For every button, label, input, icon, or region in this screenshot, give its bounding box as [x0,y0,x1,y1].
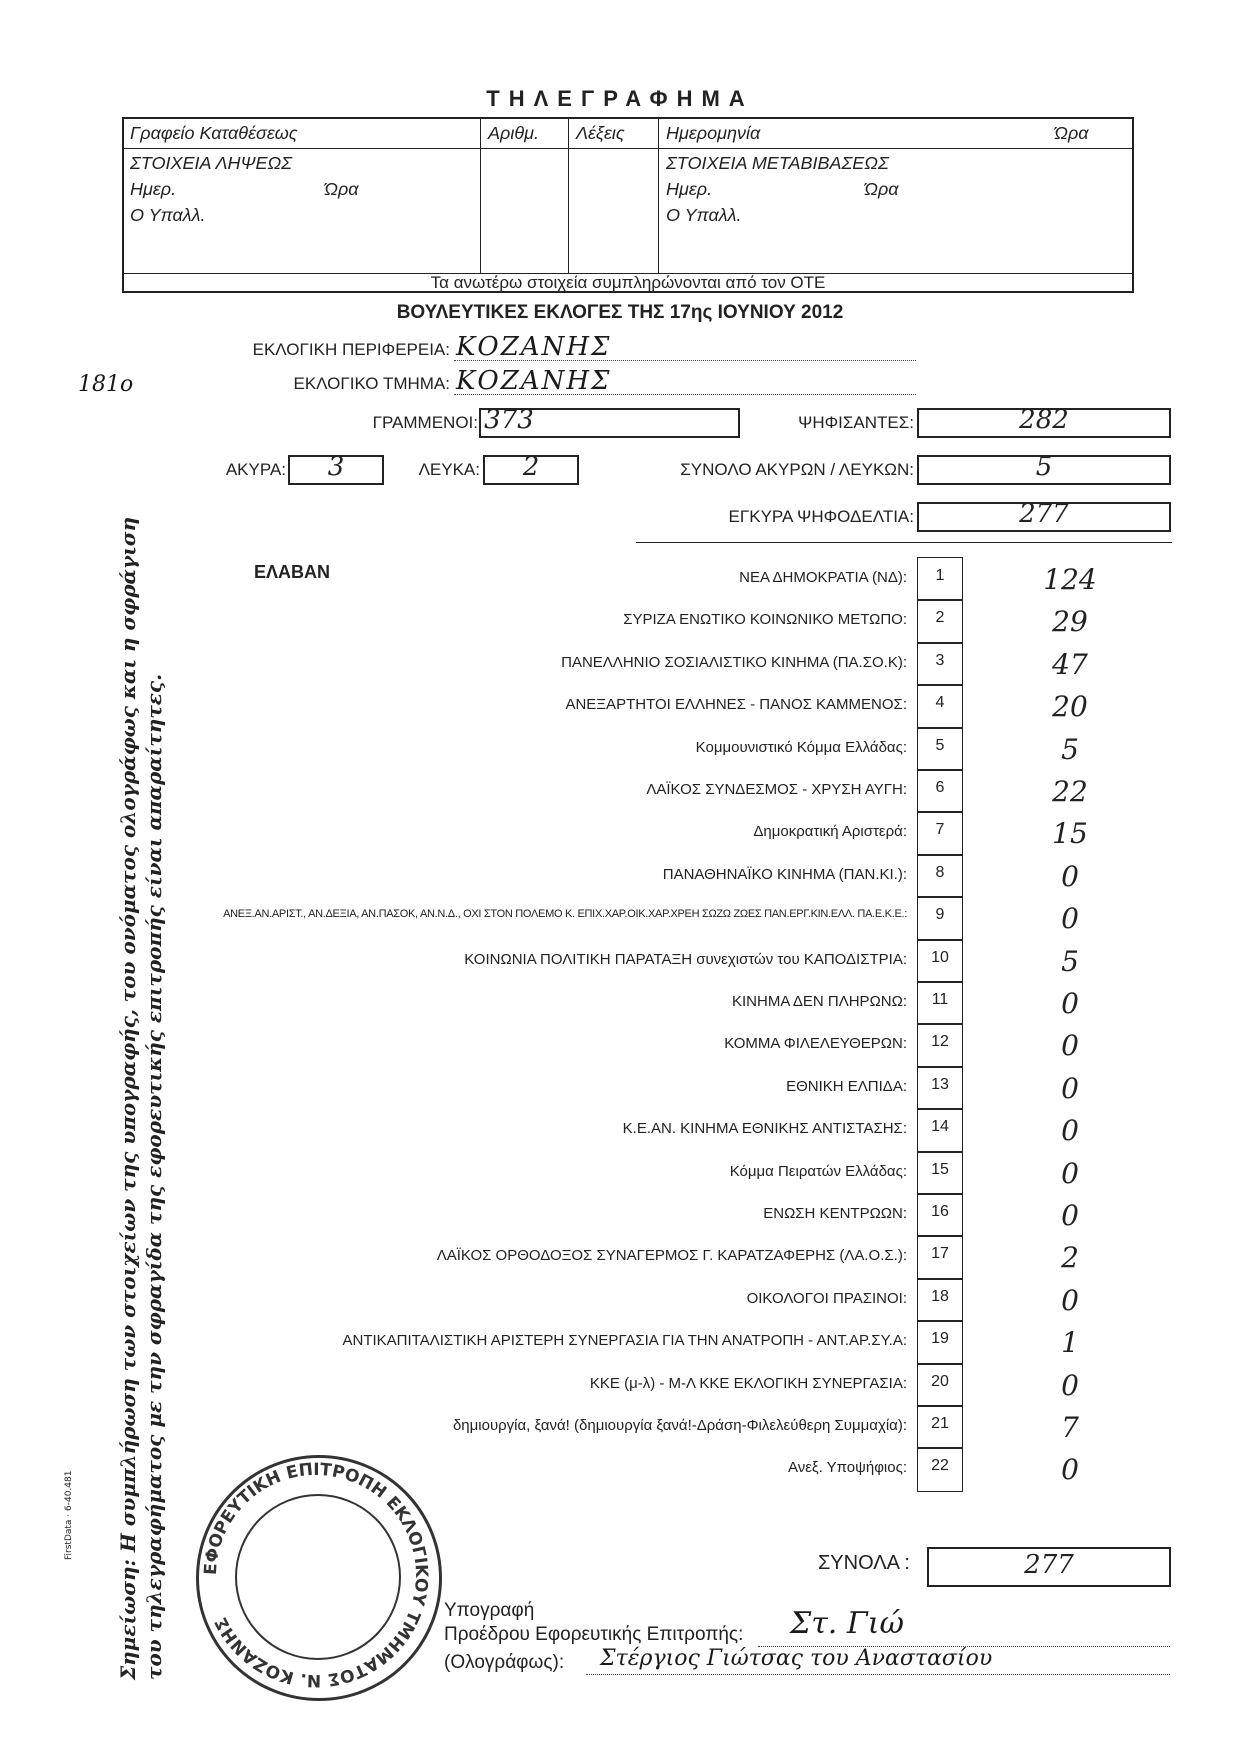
party-number: 7 [935,821,945,839]
section-label: ΕΚΛΟΓΙΚΟ ΤΜΗΜΑ: [293,374,450,393]
invalid-label: ΑΚΥΡΑ: [225,460,286,479]
chair-label: Προέδρου Εφορευτικής Επιτροπής: [444,1624,744,1645]
party-votes: 0 [1061,1453,1079,1487]
number-label: Αριθμ. [488,123,539,143]
party-name: ΚΟΙΝΩΝΙΑ ΠΟΛΙΤΙΚΗ ΠΑΡΑΤΑΞΗ συνεχιστών του ΚΑΠΟΔΙΣΤΡΙΑ: [464,950,907,968]
party-number: 11 [931,991,949,1008]
party-number: 12 [931,1033,949,1051]
committee-stamp [196,1455,442,1701]
party-name: ΑΝΤΙΚΑΠΙΤΑΛΙΣΤΙΚΗ ΑΡΙΣΤΕΡΗ ΣΥΝΕΡΓΑΣΙΑ ΓΙΑ ΤΗΝ ΑΝΑΤΡΟΠΗ - ΑΝΤ.ΑΡ.ΣΥ.Α: [342,1332,907,1350]
voted-value: 282 [1019,405,1069,435]
time-label: Ώρα [1054,123,1089,143]
party-name: Κ.Ε.ΑΝ. ΚΙΝΗΜΑ ΕΘΝΙΚΗΣ ΑΝΤΙΣΤΑΣΗΣ: [622,1120,907,1138]
party-votes: 20 [1052,690,1088,724]
party-name: ΚΟΜΜΑ ΦΙΛΕΛΕΥΘΕΡΩΝ: [724,1035,907,1053]
election-title: ΒΟΥΛΕΥΤΙΚΕΣ ΕΚΛΟΓΕΣ ΤΗΣ 17ης ΙΟΥΝΙΟΥ 2012 [396,302,844,323]
party-votes: 7 [1061,1411,1079,1444]
party-number: 1 [935,567,945,584]
party-name: ΝΕΑ ΔΗΜΟΚΡΑΤΙΑ (ΝΔ): [739,569,907,586]
party-votes: 0 [1061,1283,1079,1317]
party-number: 10 [931,948,949,966]
transmission-hour-label: Ώρα [864,179,899,199]
party-number: 17 [931,1245,949,1263]
party-number: 4 [935,694,945,712]
party-name: ΚΙΝΗΜΑ ΔΕΝ ΠΛΗΡΩΝΩ: [732,993,907,1010]
party-votes: 22 [1052,775,1088,808]
party-name: ΛΑΪΚΟΣ ΣΥΝΔΕΣΜΟΣ - ΧΡΥΣΗ ΑΥΓΗ: [646,781,907,798]
party-votes: 5 [1061,732,1079,766]
ote-note: Τα ανωτέρω στοιχεία συμπληρώνονται από τον ΟΤΕ [430,273,826,292]
party-number: 3 [935,651,945,669]
party-name: Κομμουνιστικό Κόμμα Ελλάδας: [695,738,907,756]
party-votes: 47 [1052,647,1088,681]
party-votes: 2 [1061,1241,1079,1275]
printer-mark: FirstData · 6-40.481 [64,1470,74,1560]
svg-text:ΕΦΟΡΕΥΤΙΚΗ ΕΠΙΤΡΟΠΗ ΕΚΛΟΓΙΚΟΥ [201,1460,431,1690]
document-title: ΤΗΛΕΓΡΑΦΗΜΑ [486,86,754,111]
registered-value: 373 [484,405,534,435]
party-name: Κόμμα Πειρατών Ελλάδας: [729,1162,907,1180]
office-label: Γραφείο Καταθέσεως [130,123,298,143]
party-name: ΚΚΕ (μ-λ) - Μ-Λ ΚΚΕ ΕΚΛΟΓΙΚΗ ΣΥΝΕΡΓΑΣΙΑ: [589,1374,907,1392]
stamp-ring-text [196,1455,436,1695]
receipt-label: ΣΤΟΙΧΕΙΑ ΛΗΨΕΩΣ [130,153,292,173]
totals-value: 277 [1024,1550,1074,1580]
written-value: Στέργιος Γιώτσας του Αναστασίου [600,1646,993,1671]
blank-label: ΛΕΥΚΑ: [418,460,480,479]
region-label: ΕΚΛΟΓΙΚΗ ΠΕΡΙΦΕΡΕΙΑ: [252,340,450,359]
words-label: Λέξεις [576,123,625,143]
party-number: 2 [935,609,945,627]
written-label: (Ολογράφως): [444,1652,565,1673]
party-number: 5 [935,736,945,754]
stamp-text: ΕΦΟΡΕΥΤΙΚΗ ΕΠΙΤΡΟΠΗ ΕΚΛΟΓΙΚΟΥ ΤΜΗΜΑΤΟΣ Ν. ΚΟΖΑΝΗΣ [200,1459,432,1691]
party-votes: 0 [1061,859,1079,893]
party-votes: 0 [1061,1029,1079,1063]
receipt-clerk-label: Ο Υπαλλ. [130,205,206,225]
received-label: ΕΛΑΒΑΝ [254,562,331,582]
separator-line [636,542,1172,543]
party-number: 13 [931,1075,949,1093]
party-number: 8 [935,863,945,881]
party-votes: 0 [1061,987,1079,1020]
invalid-blank-total-label: ΣΥΝΟΛΟ ΑΚΥΡΩΝ / ΛΕΥΚΩΝ: [680,460,914,479]
voted-label: ΨΗΦΙΣΑΝΤΕΣ: [798,413,914,432]
party-votes: 0 [1061,1199,1079,1232]
party-name: Ανεξ. Υποψήφιος: [787,1459,907,1477]
party-votes: 124 [1043,563,1097,596]
totals-label: ΣΥΝΟΛΑ : [817,1552,910,1574]
transmission-day-label: Ημερ. [666,179,713,199]
party-number: 6 [935,779,945,796]
party-number: 19 [931,1330,949,1348]
party-votes: 0 [1061,1114,1079,1148]
party-number: 14 [931,1118,949,1136]
transmission-label: ΣΤΟΙΧΕΙΑ ΜΕΤΑΒΙΒΑΣΕΩΣ [666,153,889,173]
signature-label: Υπογραφή [444,1600,535,1621]
party-number: 22 [931,1457,949,1475]
chair-signature: Στ. Γιώ [790,1606,904,1641]
party-votes: 0 [1061,1368,1079,1402]
party-name: ΠΑΝΕΛΛΗΝΙΟ ΣΟΣΙΑΛΙΣΤΙΚΟ ΚΙΝΗΜΑ (ΠΑ.ΣΟ.Κ): [561,653,907,671]
party-name: ΟΙΚΟΛΟΓΟΙ ΠΡΑΣΙΝΟΙ: [746,1289,907,1307]
telegram-header-grid [122,117,1134,293]
party-name: ΑΝΕΞ.ΑΝ.ΑΡΙΣΤ., ΑΝ.ΔΕΞΙΑ, ΑΝ.ΠΑΣΟΚ, ΑΝ.Ν.Δ., ΟΧΙ ΣΤΟΝ ΠΟΛΕΜΟ Κ. ΕΠΙΧ.ΧΑΡ.ΟΙΚ.ΧΑΡ.ΧΡΕΗ ΣΩΖΩ ΖΩΕΣ ΠΑΝ.ΕΡΓ.ΚΙΝ.ΕΛΛ. ΠΑ.Ε.Κ.Ε.: [223,908,907,921]
valid-label: ΕΓΚΥΡΑ ΨΗΦΟΔΕΛΤΙΑ: [728,507,914,526]
party-number: 16 [931,1203,949,1220]
party-number: 9 [935,906,945,924]
party-votes: 15 [1052,817,1088,851]
registered-label: ΓΡΑΜΜΕΝΟΙ: [372,413,478,432]
transmission-clerk-label: Ο Υπαλλ. [666,205,742,225]
party-name: ΕΘΝΙΚΗ ΕΛΠΙΔΑ: [786,1077,907,1095]
party-name: ΕΝΩΣΗ ΚΕΝΤΡΩΩΝ: [763,1205,907,1222]
party-votes: 1 [1061,1326,1079,1360]
receipt-hour-label: Ώρα [324,179,359,199]
party-number: 21 [931,1415,949,1432]
side-note-line2: του τηλεγραφήματος με την σφραγίδα της εφορευτικής επιτροπής είναι απαραίτητες. [142,673,166,1680]
receipt-day-label: Ημερ. [130,179,177,199]
party-number: 20 [931,1372,949,1390]
party-votes: 0 [1061,1156,1079,1190]
party-votes: 29 [1052,605,1088,639]
party-votes: 5 [1061,944,1079,978]
party-name: Δημοκρατική Αριστερά: [753,823,907,841]
valid-value: 277 [1019,499,1069,529]
region-value: ΚΟΖΑΝΗΣ [456,332,612,362]
party-votes: 0 [1061,1071,1079,1105]
party-name: ΠΑΝΑΘΗΝΑΪΚΟ ΚΙΝΗΜΑ (ΠΑΝ.ΚΙ.): [662,865,907,883]
party-name: ΛΑΪΚΟΣ ΟΡΘΟΔΟΞΟΣ ΣΥΝΑΓΕΡΜΟΣ Γ. ΚΑΡΑΤΖΑΦΕΡΗΣ (ΛΑ.Ο.Σ.): [436,1247,907,1265]
party-number: 18 [931,1287,949,1305]
section-note: 181ο [78,372,134,397]
side-note-line1: Σημείωση: Η συμπλήρωση των στοιχείων της υπογραφής, του ονόματος ολογράφως και η σφράγιση [116,516,140,1680]
invalid-value: 3 [327,452,345,482]
party-name: ΣΥΡΙΖΑ ΕΝΩΤΙΚΟ ΚΟΙΝΩΝΙΚΟ ΜΕΤΩΠΟ: [623,611,907,629]
invalid-blank-total-value: 5 [1035,452,1053,482]
party-votes: 0 [1061,902,1079,936]
party-number: 15 [931,1160,949,1178]
party-name: δημιουργία, ξανά! (δημιουργία ξανά!-Δράση-Φιλελεύθερη Συμμαχία): [452,1417,907,1434]
date-label: Ημερομηνία [666,123,761,143]
section-value: ΚΟΖΑΝΗΣ [456,366,612,396]
blank-value: 2 [522,452,540,482]
party-name: ΑΝΕΞΑΡΤΗΤΟΙ ΕΛΛΗΝΕΣ - ΠΑΝΟΣ ΚΑΜΜΕΝΟΣ: [565,696,907,714]
